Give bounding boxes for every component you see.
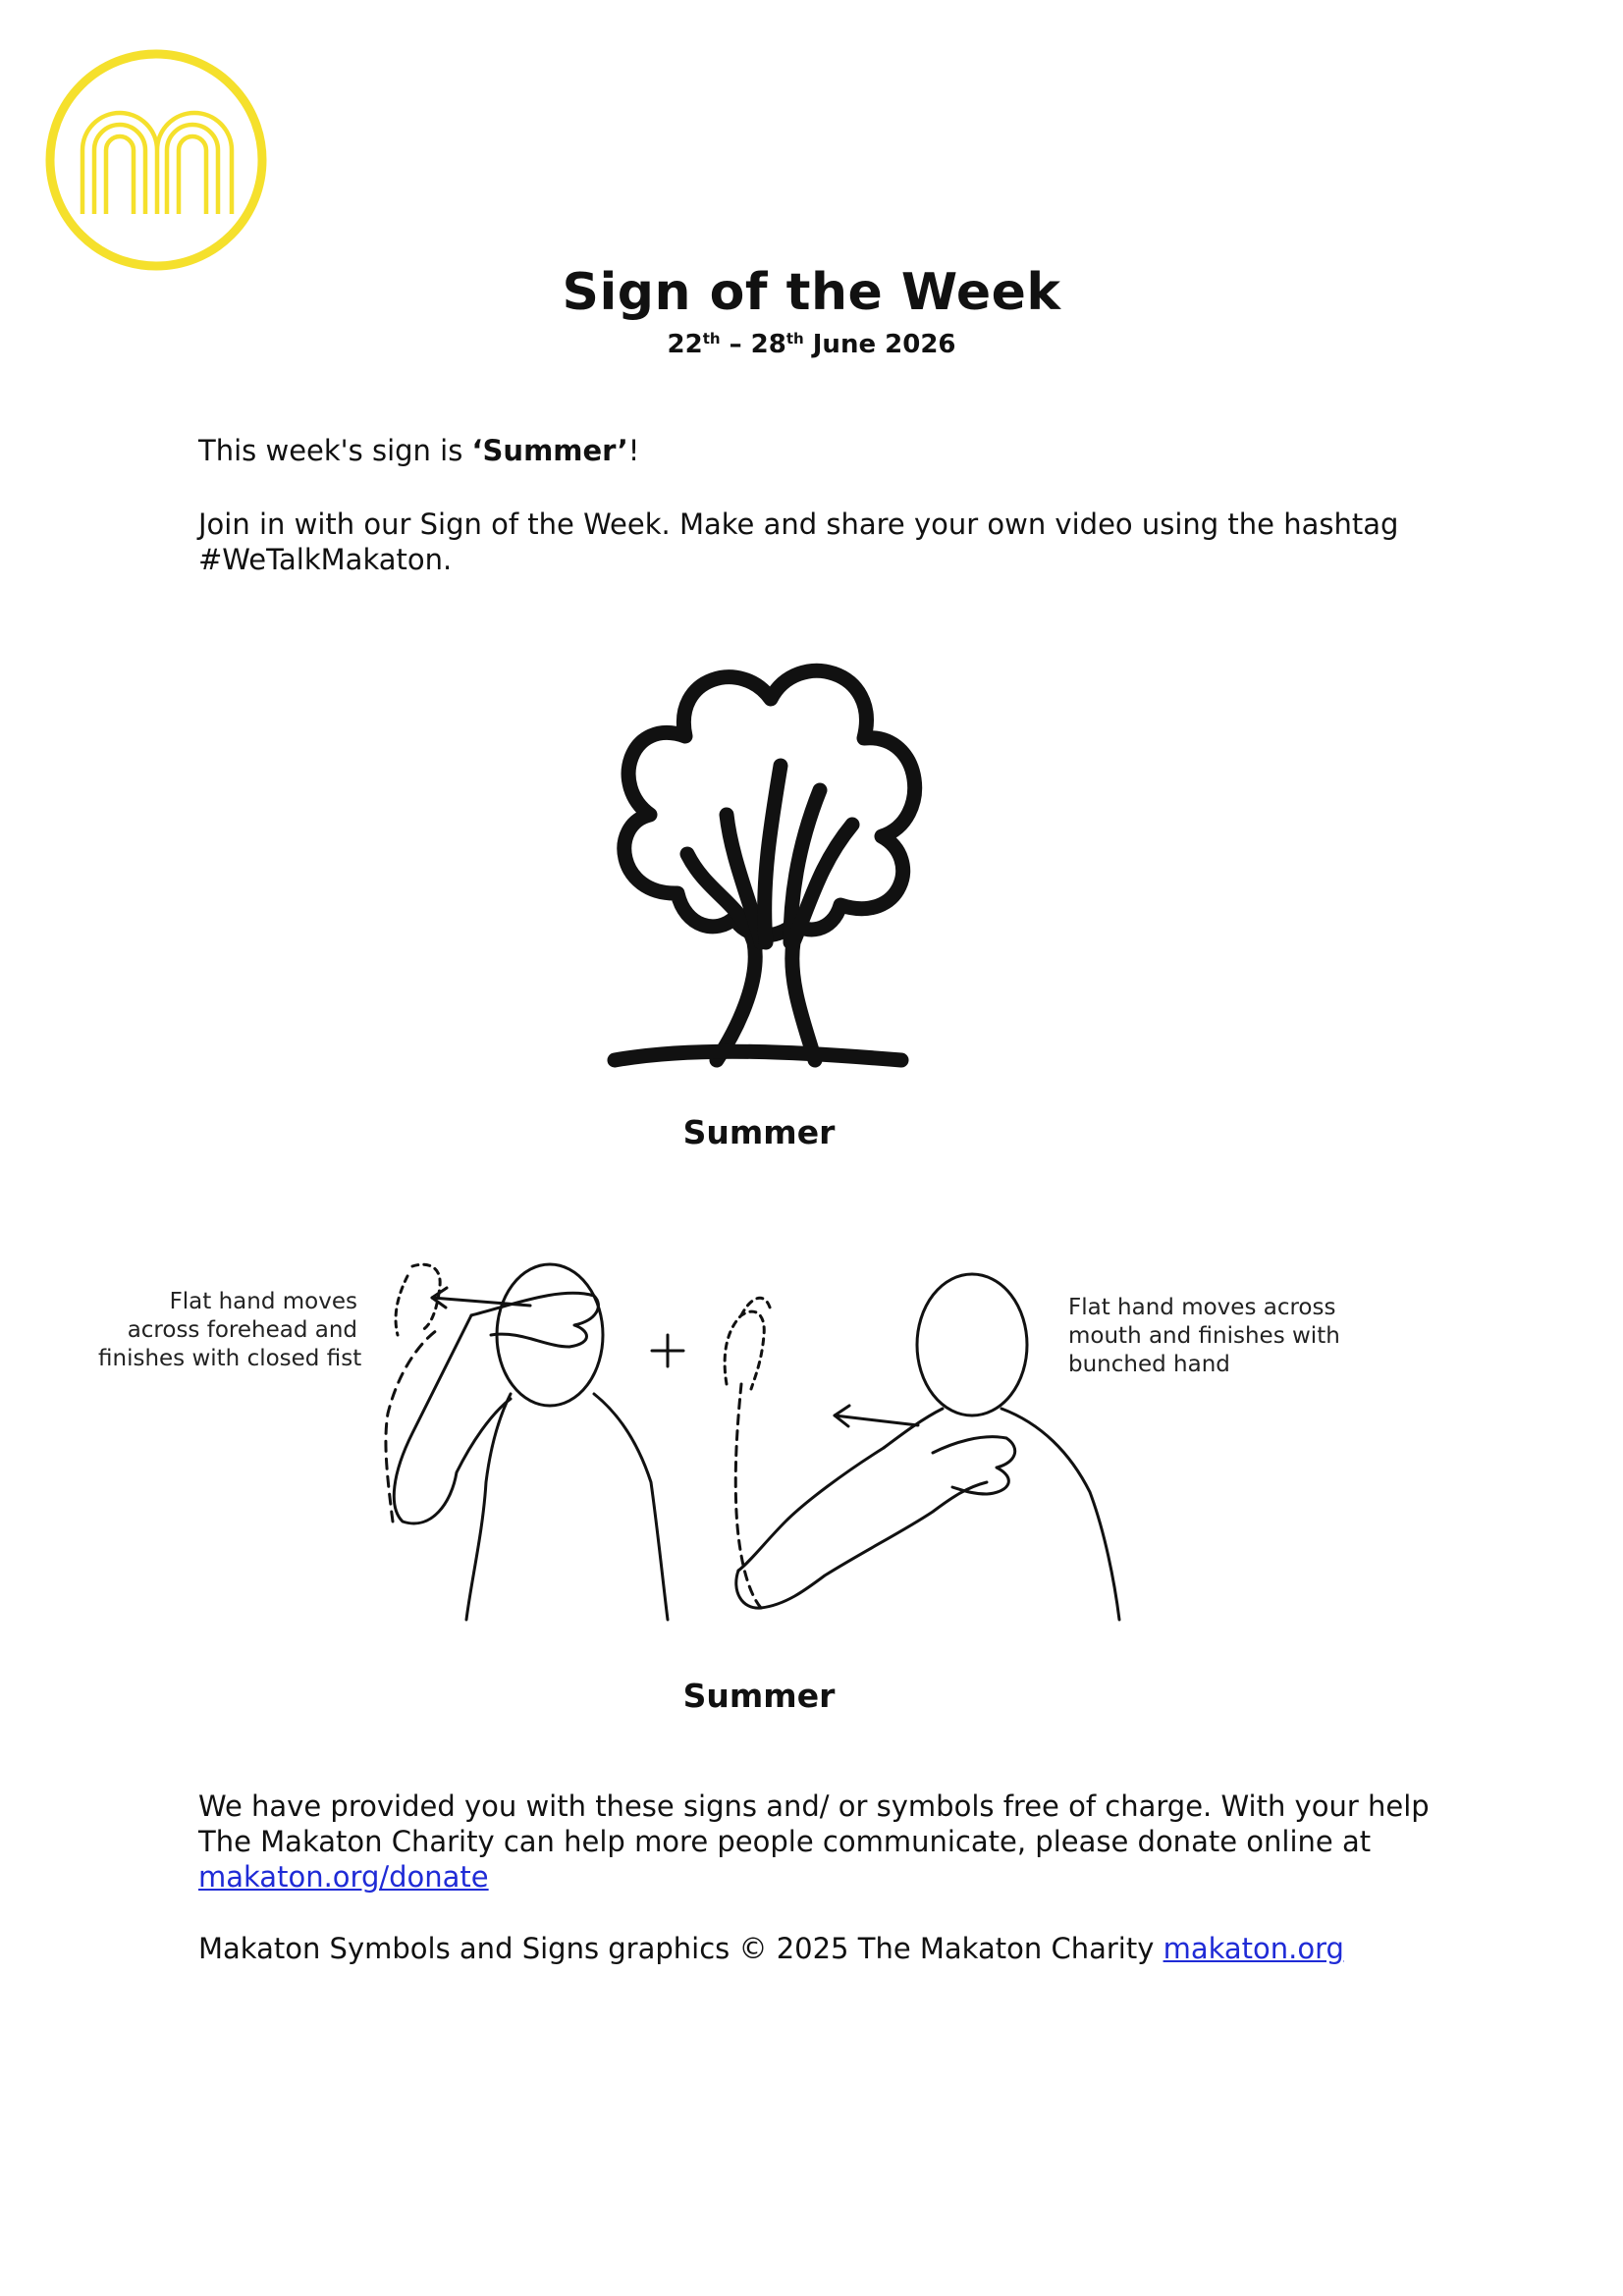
page-title: Sign of the Week xyxy=(562,263,1061,322)
donate-text: We have provided you with these signs and/ or symbols free of charge. With your help The Makaton Charity can help more people communicate, please donate online at makaton.org/donate xyxy=(198,1789,1430,1894)
intro-text: This week's sign is ‘Summer’! xyxy=(198,434,640,467)
sign-caption: Summer xyxy=(682,1677,836,1715)
tree-symbol-icon xyxy=(569,648,952,1070)
join-text: Join in with our Sign of the Week. Make and share your own video using the hashtag #WeTalkMakaton. xyxy=(198,507,1435,577)
makaton-link[interactable]: makaton.org xyxy=(1163,1932,1344,1965)
date-range: 22th – 28th June 2026 xyxy=(667,330,956,359)
donate-link[interactable]: makaton.org/donate xyxy=(198,1860,489,1894)
sign-note-left: Flat hand moves across forehead and finishes with closed fist xyxy=(98,1289,362,1371)
sign-illustration-icon xyxy=(373,1237,1159,1629)
copyright-text: Makaton Symbols and Signs graphics © 2025 The Makaton Charity makaton.org xyxy=(198,1932,1344,1965)
sign-word: ‘Summer’ xyxy=(471,434,628,467)
symbol-caption: Summer xyxy=(682,1113,836,1151)
sign-note-right: Flat hand moves across mouth and finishes with bunched hand xyxy=(1068,1295,1340,1377)
makaton-logo-icon xyxy=(43,47,269,273)
hashtag: #WeTalkMakaton. xyxy=(198,543,453,576)
